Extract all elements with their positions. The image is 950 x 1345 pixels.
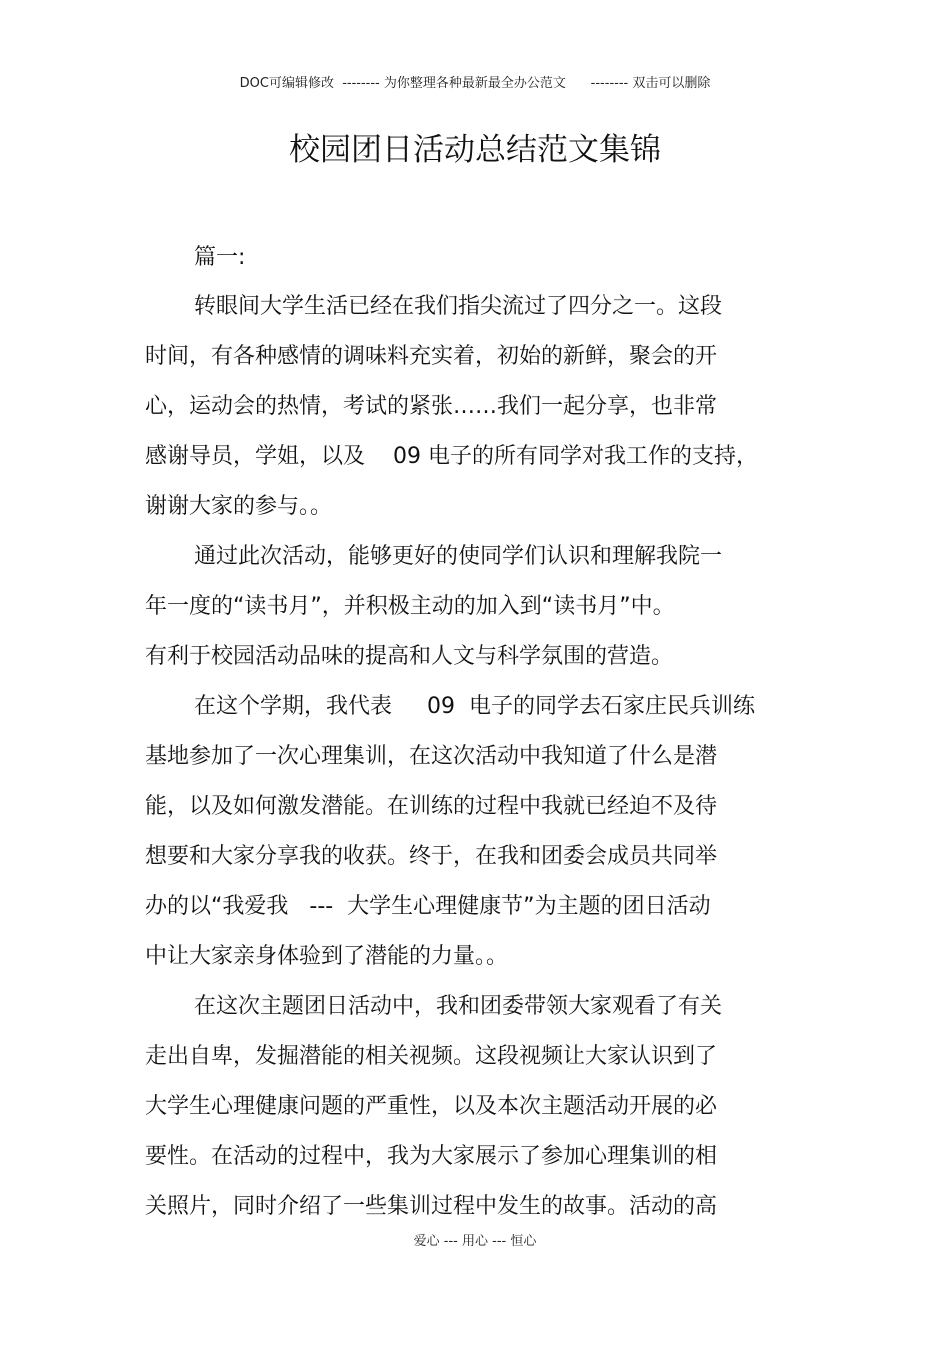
paragraph-line: 在这个学期，我代表 09 电子的同学去石家庄民兵训练 [194, 694, 755, 719]
page-footer: 爱心 --- 用心 --- 恒心 [413, 1234, 537, 1249]
paragraph-line: 年一度的“读书月”，并积极主动的加入到“读书月”中。 [145, 594, 675, 619]
paragraph-line: 在这次主题团日活动中，我和团委带领大家观看了有关 [194, 994, 723, 1019]
paragraph-line: 心，运动会的热情，考试的紧张……我们一起分享，也非常 [145, 394, 718, 419]
document-title: 校园团日活动总结范文集锦 [289, 132, 661, 168]
paragraph-line: 转眼间大学生活已经在我们指尖流过了四分之一。这段 [194, 294, 723, 319]
page-header: DOC可编辑修改 -------- 为你整理各种最新最全办公范文 -------- 双击可以删除 [239, 76, 711, 91]
paragraph-line: 要性。在活动的过程中，我为大家展示了参加心理集训的相 [145, 1144, 718, 1169]
paragraph-line: 能，以及如何激发潜能。在训练的过程中我就已经迫不及待 [145, 794, 718, 819]
paragraph-line: 办的以“我爱我 --- 大学生心理健康节”为主题的团日活动 [145, 894, 711, 919]
paragraph-line: 谢谢大家的参与。。 [145, 494, 333, 519]
paragraph-line: 时间，有各种感情的调味料充实着，初始的新鲜，聚会的开 [145, 344, 718, 369]
paragraph-line: 感谢导员，学姐，以及 09 电子的所有同学对我工作的支持， [145, 444, 758, 469]
paragraph-line: 通过此次活动，能够更好的使同学们认识和理解我院一 [194, 544, 723, 569]
paragraph-line: 想要和大家分享我的收获。终于，在我和团委会成员共同举 [145, 844, 718, 869]
paragraph-line: 有利于校园活动品味的提高和人文与科学氛围的营造。 [145, 644, 674, 669]
paragraph-line: 大学生心理健康问题的严重性，以及本次主题活动开展的必 [145, 1094, 718, 1119]
paragraph-line: 关照片，同时介绍了一些集训过程中发生的故事。活动的高 [145, 1194, 718, 1219]
paragraph-line: 走出自卑，发掘潜能的相关视频。这段视频让大家认识到了 [145, 1044, 718, 1069]
paragraph-line: 基地参加了一次心理集训，在这次活动中我知道了什么是潜 [145, 744, 718, 769]
section-heading: 篇一: [194, 245, 246, 270]
paragraph-line: 中让大家亲身体验到了潜能的力量。。 [145, 944, 509, 969]
